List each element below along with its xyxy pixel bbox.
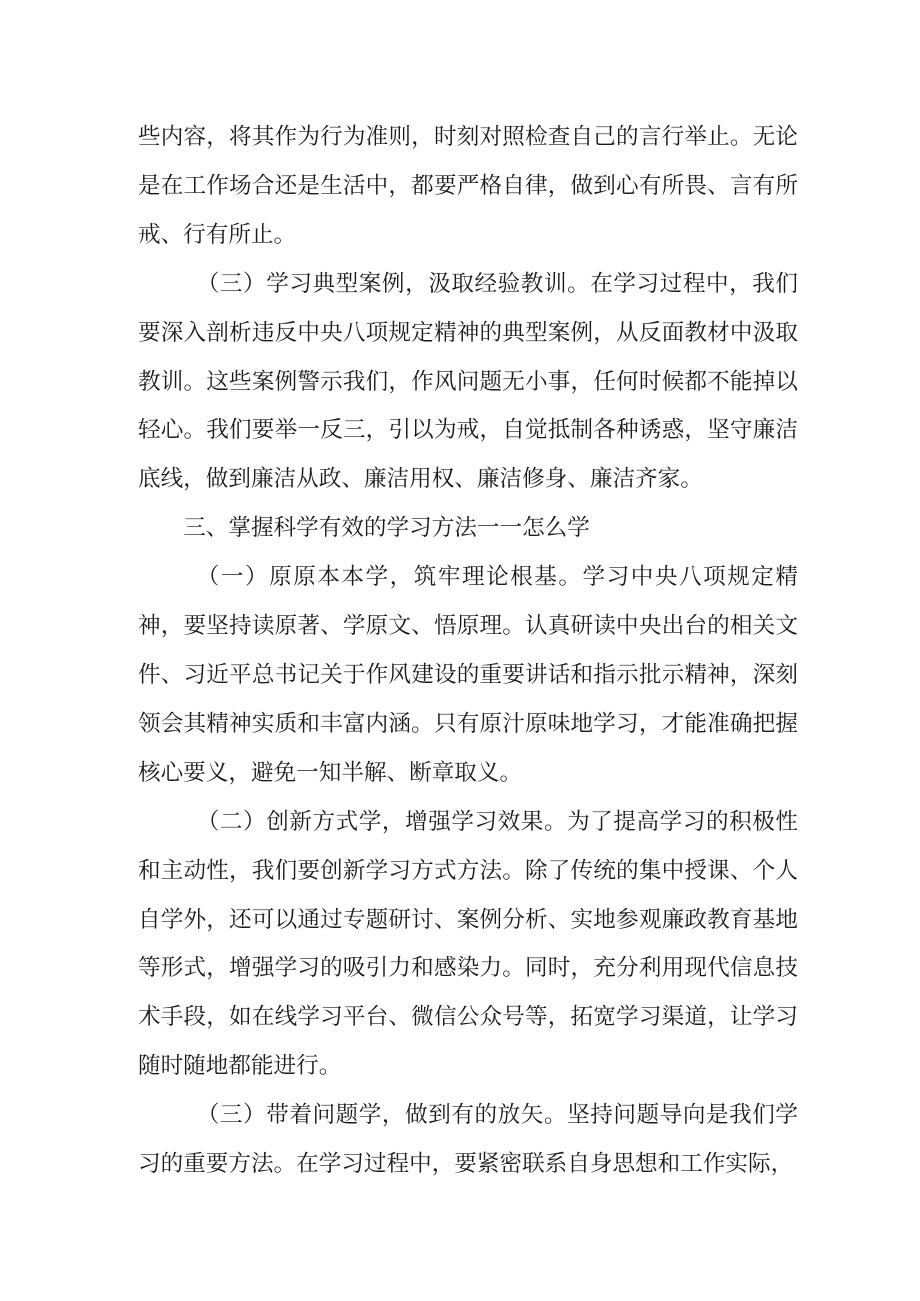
document-body — [138, 113, 798, 1189]
paragraph-study-originals: （一）原原本本学，筑牢理论根基。学习中央八项规定精神，要坚持读原著、学原文、悟原理。认真研读中央出台的相关文件、习近平总书记关于作风建设的重要讲话和指示批示精神，深刻领会其精神实质和丰富内涵。只有原汁原味地学习，才能准确把握核心要义，避免一知半解、断章取义。 — [138, 564, 798, 786]
paragraph-innovative-methods: （二）创新方式学，增强学习效果。为了提高学习的积极性和主动性，我们要创新学习方式方法。除了传统的集中授课、个人自学外，还可以通过专题研讨、案例分析、实地参观廉政教育基地等形式，增强学习的吸引力和感染力。同时，充分利用现代信息技术手段，如在线学习平台、微信公众号等，拓宽学习渠道，让学习随时随地都能进行。 — [138, 808, 798, 1080]
paragraph-typical-cases: （三）学习典型案例，汲取经验教训。在学习过程中，我们要深入剖析违反中央八项规定精神的典型案例，从反面教材中汲取教训。这些案例警示我们，作风问题无小事，任何时候都不能掉以轻心。我们要举一反三，引以为戒，自觉抵制各种诱惑，坚守廉洁底线，做到廉洁从政、廉洁用权、廉洁修身、廉洁齐家。 — [138, 270, 798, 493]
paragraph-continued-self-discipline: 些内容，将其作为行为准则，时刻对照检查自己的言行举止。无论是在工作场合还是生活中，都要严格自律，做到心有所畏、言有所戒、行有所止。 — [138, 124, 798, 248]
paragraph-problem-oriented: （三）带着问题学，做到有的放矢。坚持问题导向是我们学习的重要方法。在学习过程中，要紧密联系自身思想和工作实际， — [138, 1102, 798, 1178]
section-heading-learning-methods: 三、掌握科学有效的学习方法一一怎么学 — [183, 515, 590, 542]
